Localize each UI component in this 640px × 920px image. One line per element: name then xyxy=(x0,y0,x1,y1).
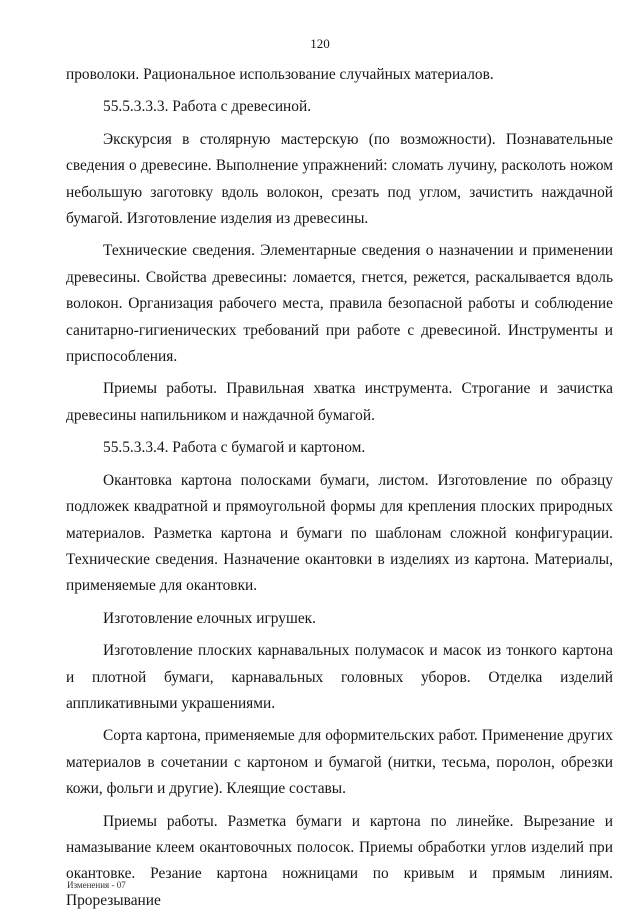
paragraph-masks: Изготовление плоских карнавальных полумасок и масок из тонкого картона и плотной бумаги, карнавальных головных уборов. Отделка изделий аппликативными украшениями. xyxy=(66,642,613,712)
section-heading-paper: 55.5.3.3.4. Работа с бумагой и картоном. xyxy=(103,439,366,457)
paragraph-edging: Окантовка картона полосками бумаги, листом. Изготовление по образцу подложек квадратной и прямоугольной формы для крепления плоских природных материалов. Разметка картона и бумаги по шаблонам сложной конфигурации. Технические сведения. Назначение окантовки в изделиях из картона. Материалы, применяемые для окантовки. xyxy=(66,471,613,595)
page-number: 120 xyxy=(310,36,330,51)
paragraph-continuation: проволоки. Рациональное использование случайных материалов. xyxy=(66,66,494,83)
paragraph-excursion: Экскурсия в столярную мастерскую (по возможности). Познавательные сведения о древесине. Выполнение упражнений: сломать лучину, расколоть ножом небольшую заготовку вдоль волокон, срезать под углом, зачистить наждачной бумагой. Изготовление изделия из древесины. xyxy=(66,130,613,228)
paragraph-paper-techniques: Приемы работы. Разметка бумаги и картона по линейке. Вырезание и намазывание клеем окантовочных полосок. Приемы обработки углов изделий при окантовке. Резание картона ножницами по кривым и прямым линиям. Прорезывание xyxy=(66,812,613,909)
paragraph-wood-techniques: Приемы работы. Правильная хватка инструмента. Строгание и зачистка древесины напильником и наждачной бумагой. xyxy=(66,380,613,424)
footer-revision: Изменения - 07 xyxy=(67,880,126,890)
paragraph-wood-technical: Технические сведения. Элементарные сведения о назначении и применении древесины. Свойства древесины: ломается, гнется, режется, раскалывается вдоль волокон. Организация рабочего места, правила безопасной работы и соблюдение санитарно-гигиенических требований при работе с древесиной. Инструменты и приспособления. xyxy=(66,242,613,366)
document-body xyxy=(66,62,613,920)
section-heading-wood: 55.5.3.3.3. Работа с древесиной. xyxy=(103,98,312,116)
paragraph-christmas-toys: Изготовление елочных игрушек. xyxy=(103,609,316,627)
paragraph-cardboard-types: Сорта картона, применяемые для оформительских работ. Применение других материалов в сочетании с картоном и бумагой (нитки, тесьма, поролон, обрезки кожи, фольги и другие). Клеящие составы. xyxy=(66,727,613,798)
